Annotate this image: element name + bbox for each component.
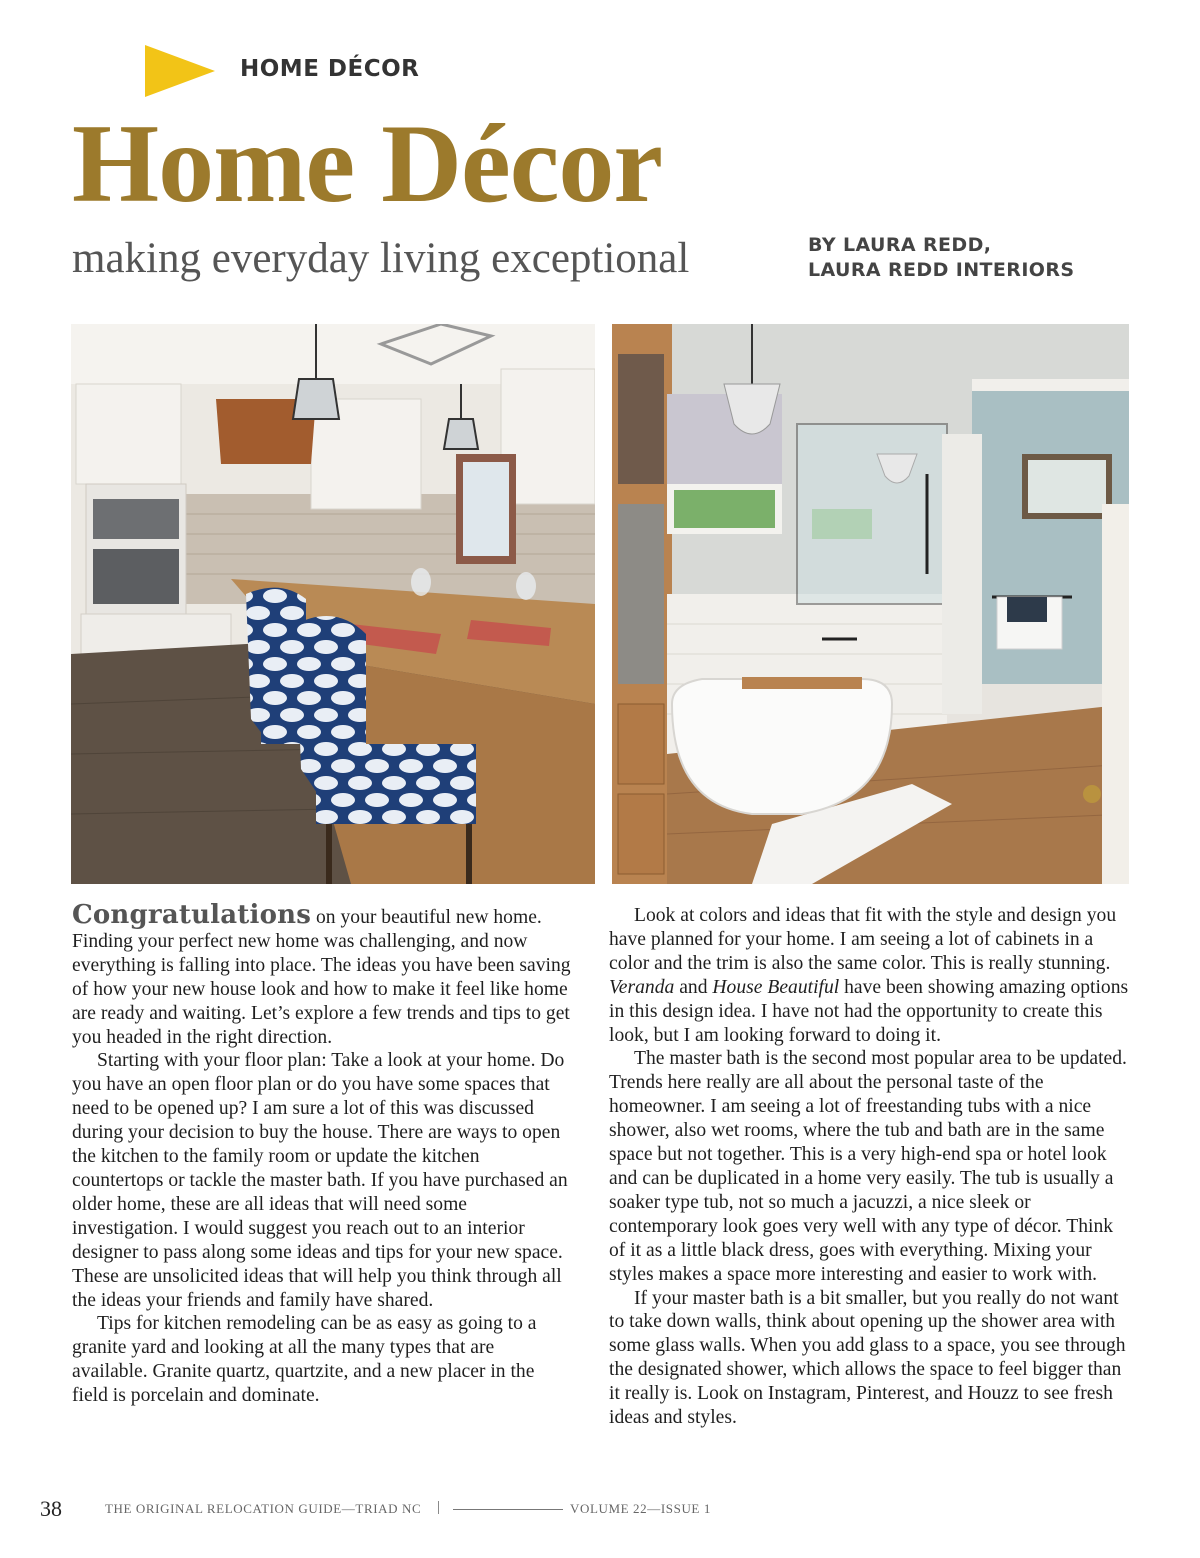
article-paragraph-5: The master bath is the second most popular area to be updated. Trends here really are all about the personal taste of the homeowner. I am seeing a lot of freestanding tubs with a nice shower, also wet rooms, where the tub and bath are in the same space but not together. This is a very high-end spa or hotel look and can be duplicated in a home very easily. The tub is usually a soaker type tub, not so much a jacuzzi, a nice sleek or contemporary look goes very well with any type of décor. Think of it as a little black dress, goes with everything. Mixing your styles makes a space more interesting and easier to work with. — [609, 1048, 1127, 1285]
paragraph-4-text-b: have been showing amazing options in this design idea. I have not had the opportunity to create this look, but I am looking forward to doing it. — [609, 976, 1129, 1046]
page-subtitle: making everyday living exceptional — [72, 235, 690, 282]
footer-volume: VOLUME 22—ISSUE 1 — [570, 1501, 711, 1516]
page-footer — [0, 1496, 1200, 1526]
article-paragraph-3: Tips for kitchen remodeling can be as easy as going to a granite yard and looking at all the many types that are available. Granite quartz, quartzite, and a new placer in the field is porcelain and dominate. — [72, 1313, 537, 1407]
section-marker-triangle — [145, 45, 215, 97]
footer-rule — [453, 1509, 563, 1510]
page-number: 38 — [40, 1496, 62, 1521]
paragraph-4-text-a: Look at colors and ideas that fit with the style and design you have planned for your home. I am seeing a lot of cabinets in a color and the trim is also the same color. This is really stunning. — [609, 905, 1117, 974]
article-paragraph-6: If your master bath is a bit smaller, but you really do not want to take down walls, think about opening up the shower area with some glass walls. When you add glass to a space, you see through the designated shower, which allows the space to feel bigger than it really is. Look on Instagram, Pinterest, and Houzz to see fresh ideas and styles. — [609, 1287, 1126, 1429]
bathroom-photo — [612, 324, 1129, 884]
paragraph-4-and: and — [674, 976, 713, 998]
article-column-right — [609, 904, 1129, 1430]
magazine-name-house-beautiful: House Beautiful — [712, 976, 840, 998]
footer-separator: | — [437, 1499, 441, 1515]
kitchen-photo — [71, 324, 595, 884]
page-title: Home Décor — [72, 102, 663, 226]
article-paragraph-2: Starting with your floor plan: Take a look at your home. Do you have an open floor plan or do you have some spaces that need to be opened up? I am sure a lot of this was discussed during your decision to buy the house. There are ways to open the kitchen to the family room or update the kitchen countertops or tackle the master bath. If you have purchased an older home, these are all ideas that will need some investigation. I would suggest you reach out to an interior designer to pass along some ideas and tips for your new space. These are unsolicited ideas that will help you think through all the ideas your friends and family have shared. — [72, 1050, 568, 1311]
byline-company: LAURA REDD INTERIORS — [808, 259, 1075, 281]
byline-author: BY LAURA REDD, — [808, 234, 992, 256]
section-label: HOME DÉCOR — [240, 56, 420, 82]
byline — [808, 233, 1074, 283]
article-paragraph-4 — [609, 904, 1129, 1047]
article-paragraph-1 — [72, 900, 572, 1049]
magazine-name-veranda: Veranda — [609, 976, 675, 998]
paragraph-1-text: on your beautiful new home. Finding your perfect new home was challenging, and now everything is falling into place. The ideas you have been saving of how your new house look and how to make it feel like home are ready and waiting. Let’s explore a few trends and tips to get you headed in the right direction. — [72, 907, 571, 1048]
footer-publication: THE ORIGINAL RELOCATION GUIDE—TRIAD NC — [105, 1501, 422, 1516]
article-column-left — [72, 900, 572, 1408]
lead-word: Congratulations — [72, 900, 312, 930]
